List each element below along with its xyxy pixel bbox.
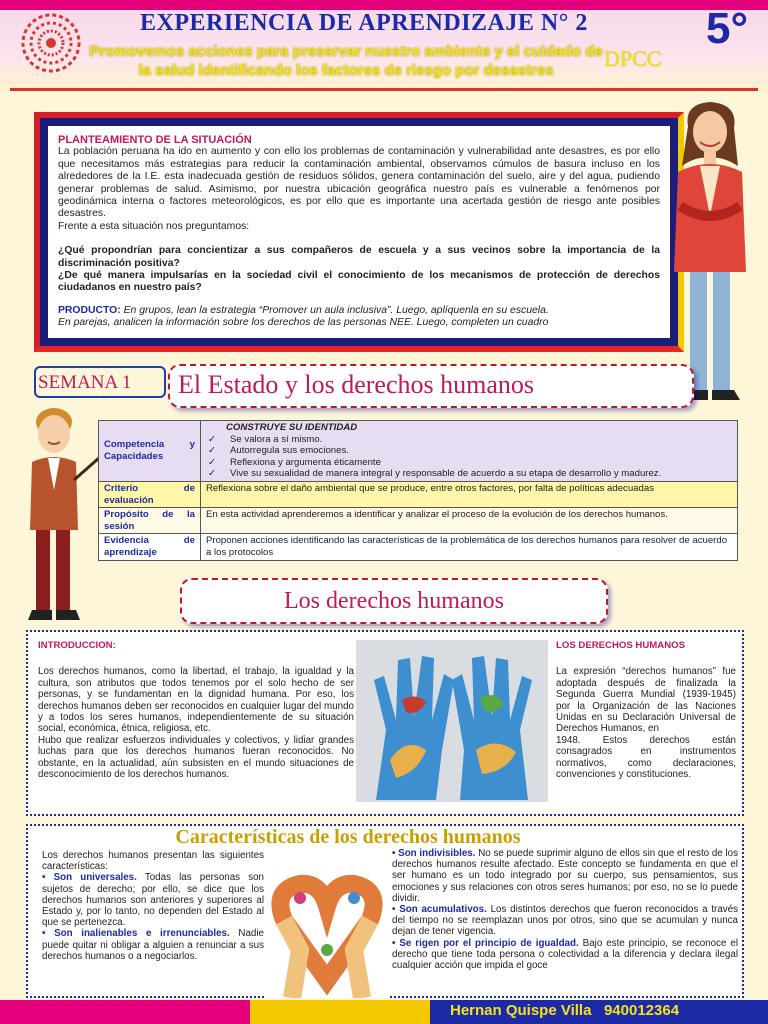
list-item: ✓ Reflexiona y argumenta éticamente xyxy=(206,457,732,469)
capacities-list xyxy=(206,434,732,480)
product-label: PRODUCTO: xyxy=(58,304,121,316)
product-instructions: En grupos, lean la estrategia “Promover un aula inclusiva”. Luego, aplíquenla en su escuela. xyxy=(123,304,549,316)
dh-column xyxy=(556,640,736,780)
characteristic-keyword: Son acumulativos. xyxy=(399,904,487,916)
characteristic-item: • Son acumulativos. Los distintos derechos que fueron reconocidos a través del tiempo no se reemplazan unos por otros, sino que se acumulan y nunca dejan de tener vigencia. xyxy=(392,904,739,938)
question-1: ¿Qué propondrían para concientizar a sus compañeros de escuela y a sus vecinos sobre la importancia de la discriminación positiva? xyxy=(58,245,660,269)
heart-hands-image-icon xyxy=(264,850,390,998)
row-label: Evidencia de aprendizaje xyxy=(99,534,201,560)
row-content: Reflexiona sobre el daño ambiental que se produce, entre otros factores, por falta de políticas adecuadas xyxy=(201,481,738,507)
dh-paragraph-2: 1948. Estos derechos están consagrados en instrumentos normativos, como declaraciones, convenciones y constituciones. xyxy=(556,734,736,781)
product-text xyxy=(58,305,660,317)
characteristic-item: • Son indivisibles. No se puede suprimir alguno de ellos sin que el resto de los derechos humanos resulte afectado. Este concepto se fundamenta en que el ser humano es un todo integrado por su cuerpo, sus pensamientos, sus emociones y sus relaciones con otros seres humanos; por eso, no se lo puede dividir. xyxy=(392,848,738,904)
dh-paragraph-1: La expresión “derechos humanos” fue adoptada después de finalizada la Segunda Guerra Mundial (1939-1945) por la Organización de las Naciones Unidas en su Declaración Universal de Derechos Humanos, en xyxy=(556,666,736,735)
header-top-bar xyxy=(0,0,768,10)
row-label: Propósito de la sesión xyxy=(99,508,201,534)
table-row xyxy=(99,481,738,507)
footer-bar xyxy=(0,1000,768,1024)
characteristic-keyword: Son indivisibles. xyxy=(398,848,476,859)
characteristic-text: No se puede suprimir alguno de ellos sin que el resto de los derechos humanos resulte afectado. Este concepto se fundamenta en que el ser humano es un todo integrado por su cuerpo, sus pensamientos, sus emociones y sus relaciones con otros seres humanos; por eso, no se lo puede dividir. xyxy=(392,848,738,904)
row-content xyxy=(201,421,738,482)
grade-label: 5° xyxy=(706,4,749,53)
section-title: Los derechos humanos xyxy=(180,578,608,624)
situation-box xyxy=(48,126,670,338)
characteristics-title: Características de los derechos humanos xyxy=(175,826,521,848)
header-banner xyxy=(0,0,768,92)
row-content: Proponen acciones identificando las características de la problemática de los derechos humanos para resolver de acuerdo a los protocolos xyxy=(201,534,738,560)
characteristic-item: • Son universales. Todas las personas son sujetos de derecho; por ello, se dice que los derechos humanos son anteriores y superiores al Estado y, por lo tanto, no dependen del Estado al que se pertenezca. xyxy=(42,872,264,929)
characteristics-right-column xyxy=(392,848,738,971)
characteristic-keyword: Son inalienables e irrenunciables. xyxy=(54,928,230,940)
author-name: Hernan Quispe Villa xyxy=(450,1002,592,1019)
header-divider xyxy=(10,88,758,91)
table-row xyxy=(99,421,738,482)
characteristic-text: Bajo este principio, se reconoce el derecho que tiene toda persona o colectividad a la diferencia y declara ilegal cualquier acción que impida el goce xyxy=(392,937,738,972)
product-instructions-2: En parejas, analicen la información sobre los derechos de las personas NEE. Luego, completen un cuadro xyxy=(58,317,549,329)
row-label: Competencia y Capacidades xyxy=(99,421,201,482)
author-phone: 940012364 xyxy=(603,1002,680,1019)
characteristic-text: Los distintos derechos que fueron reconocidos a través del tiempo no se reemplazan unos por otros, sino que se acumulan y nunca dejan de tener vigencia. xyxy=(392,904,739,938)
institution-logo-icon xyxy=(18,10,84,76)
characteristic-keyword: Son universales. xyxy=(53,872,137,884)
footer-credit xyxy=(450,1002,679,1019)
intro-paragraph-2: Hubo que realizar esfuerzos individuales y colectivos, y lidiar grandes luchas para que los derechos humanos fueran reconocidos. No obstante, en la actualidad, aún subsisten en el mundo situaciones de desconocimiento de los derechos humanos. xyxy=(38,734,354,781)
table-row xyxy=(99,534,738,560)
competence-title: CONSTRUYE SU IDENTIDAD xyxy=(226,422,358,433)
intro-heading: INTRODUCCION: xyxy=(38,640,116,651)
list-item: ✓ Se valora a sí mismo. xyxy=(206,434,732,446)
situation-frame xyxy=(34,112,684,352)
intro-column xyxy=(38,640,354,780)
area-label: DPCC xyxy=(604,46,662,71)
characteristics-intro: Los derechos humanos presentan las siguientes características: xyxy=(42,850,264,873)
characteristic-text: Todas las personas son sujetos de derecho; por ello, se dice que los derechos humanos son anteriores y superiores al Estado y, por lo tanto, no dependen del Estado al que se pertenezca. xyxy=(42,872,264,929)
situation-lead: Frente a esta situación nos preguntamos: xyxy=(58,220,250,232)
world-map-hands-image-icon xyxy=(356,640,548,802)
question-2: ¿De qué manera impulsarías en la sociedad civil el conocimiento de los mecanismos de protección de derechos ciudadanos en nuestro país? xyxy=(58,270,660,294)
week-label: SEMANA 1 xyxy=(34,366,166,398)
row-content: En esta actividad aprenderemos a identificar y analizar el proceso de la evolución de los derechos humanos. xyxy=(201,508,738,534)
footer-yellow-band xyxy=(250,1000,430,1024)
list-item: ✓ Vive su sexualidad de manera integral y responsable de acuerdo a su etapa de desarrollo y madurez. xyxy=(206,468,732,480)
intro-box xyxy=(26,630,744,816)
characteristics-box xyxy=(26,824,744,998)
characteristic-keyword: Se rigen por el principio de igualdad. xyxy=(399,937,579,949)
characteristics-left-column xyxy=(42,850,264,962)
characteristic-text: Nadie puede quitar ni obligar a alguien a renunciar a sus derechos humanos o a negociarlos. xyxy=(42,928,264,962)
dh-heading: LOS DERECHOS HUMANOS xyxy=(556,640,685,651)
situation-body: La población peruana ha ido en aumento y con ello los problemas de contaminación y vulnerabilidad ante desastres, es por ello que necesitamos más estrategias para reducir la contaminación ambiental, observamos cúmulos de basura incluso en los alrededores de la I.E. esta inadecuada gestión de residuos sólidos, genera contaminación del suelo, aire y del agua, pudiendo generar problemas de salud. Asimismo, por nuestra ubicación geográfica nuestro país es vulnerable a fenómenos por geodinámica interna o factores meteorológicos, es por ello que es importante una acertada gestión de riesgo ante posibles desastres. xyxy=(58,146,660,220)
list-item: ✓ Autorregula sus emociones. xyxy=(206,445,732,457)
experience-subtitle: Promovemos acciones para preservar nuestro ambiente y el cuidado de la salud identificando los factores de riesgo por desastres xyxy=(89,43,603,79)
table-row xyxy=(99,508,738,534)
footer-magenta-band xyxy=(0,1000,250,1024)
week-title: El Estado y los derechos humanos xyxy=(168,364,694,408)
intro-paragraph-1: Los derechos humanos, como la libertad, el trabajo, la igualdad y la cultura, son atributos que todos tenemos por el solo hecho de ser personas, y se fundamentan en la dignidad humana. Por eso, los derechos humanos deben ser reconocidos en cualquier lugar del mundo y a todos los seres humanos, independientemente de su situación social, económica, étnica, religiosa, etc. xyxy=(38,666,354,735)
student-illustration-icon xyxy=(18,400,110,630)
competence-table xyxy=(98,420,738,561)
experience-title: EXPERIENCIA DE APRENDIZAJE N° 2 xyxy=(140,10,588,36)
characteristic-item: • Son inalienables e irrenunciables. Nadie puede quitar ni obligar a alguien a renunciar a sus derechos humanos o a negociarlos. xyxy=(42,928,264,962)
situation-heading: PLANTEAMIENTO DE LA SITUACIÓN xyxy=(58,134,252,146)
row-label: Criterio de evaluación xyxy=(99,481,201,507)
characteristic-item: • Se rigen por el principio de igualdad. Bajo este principio, se reconoce el derecho que tiene toda persona o colectividad a la diferencia y declara ilegal cualquier acción que impida el goce xyxy=(392,937,738,972)
